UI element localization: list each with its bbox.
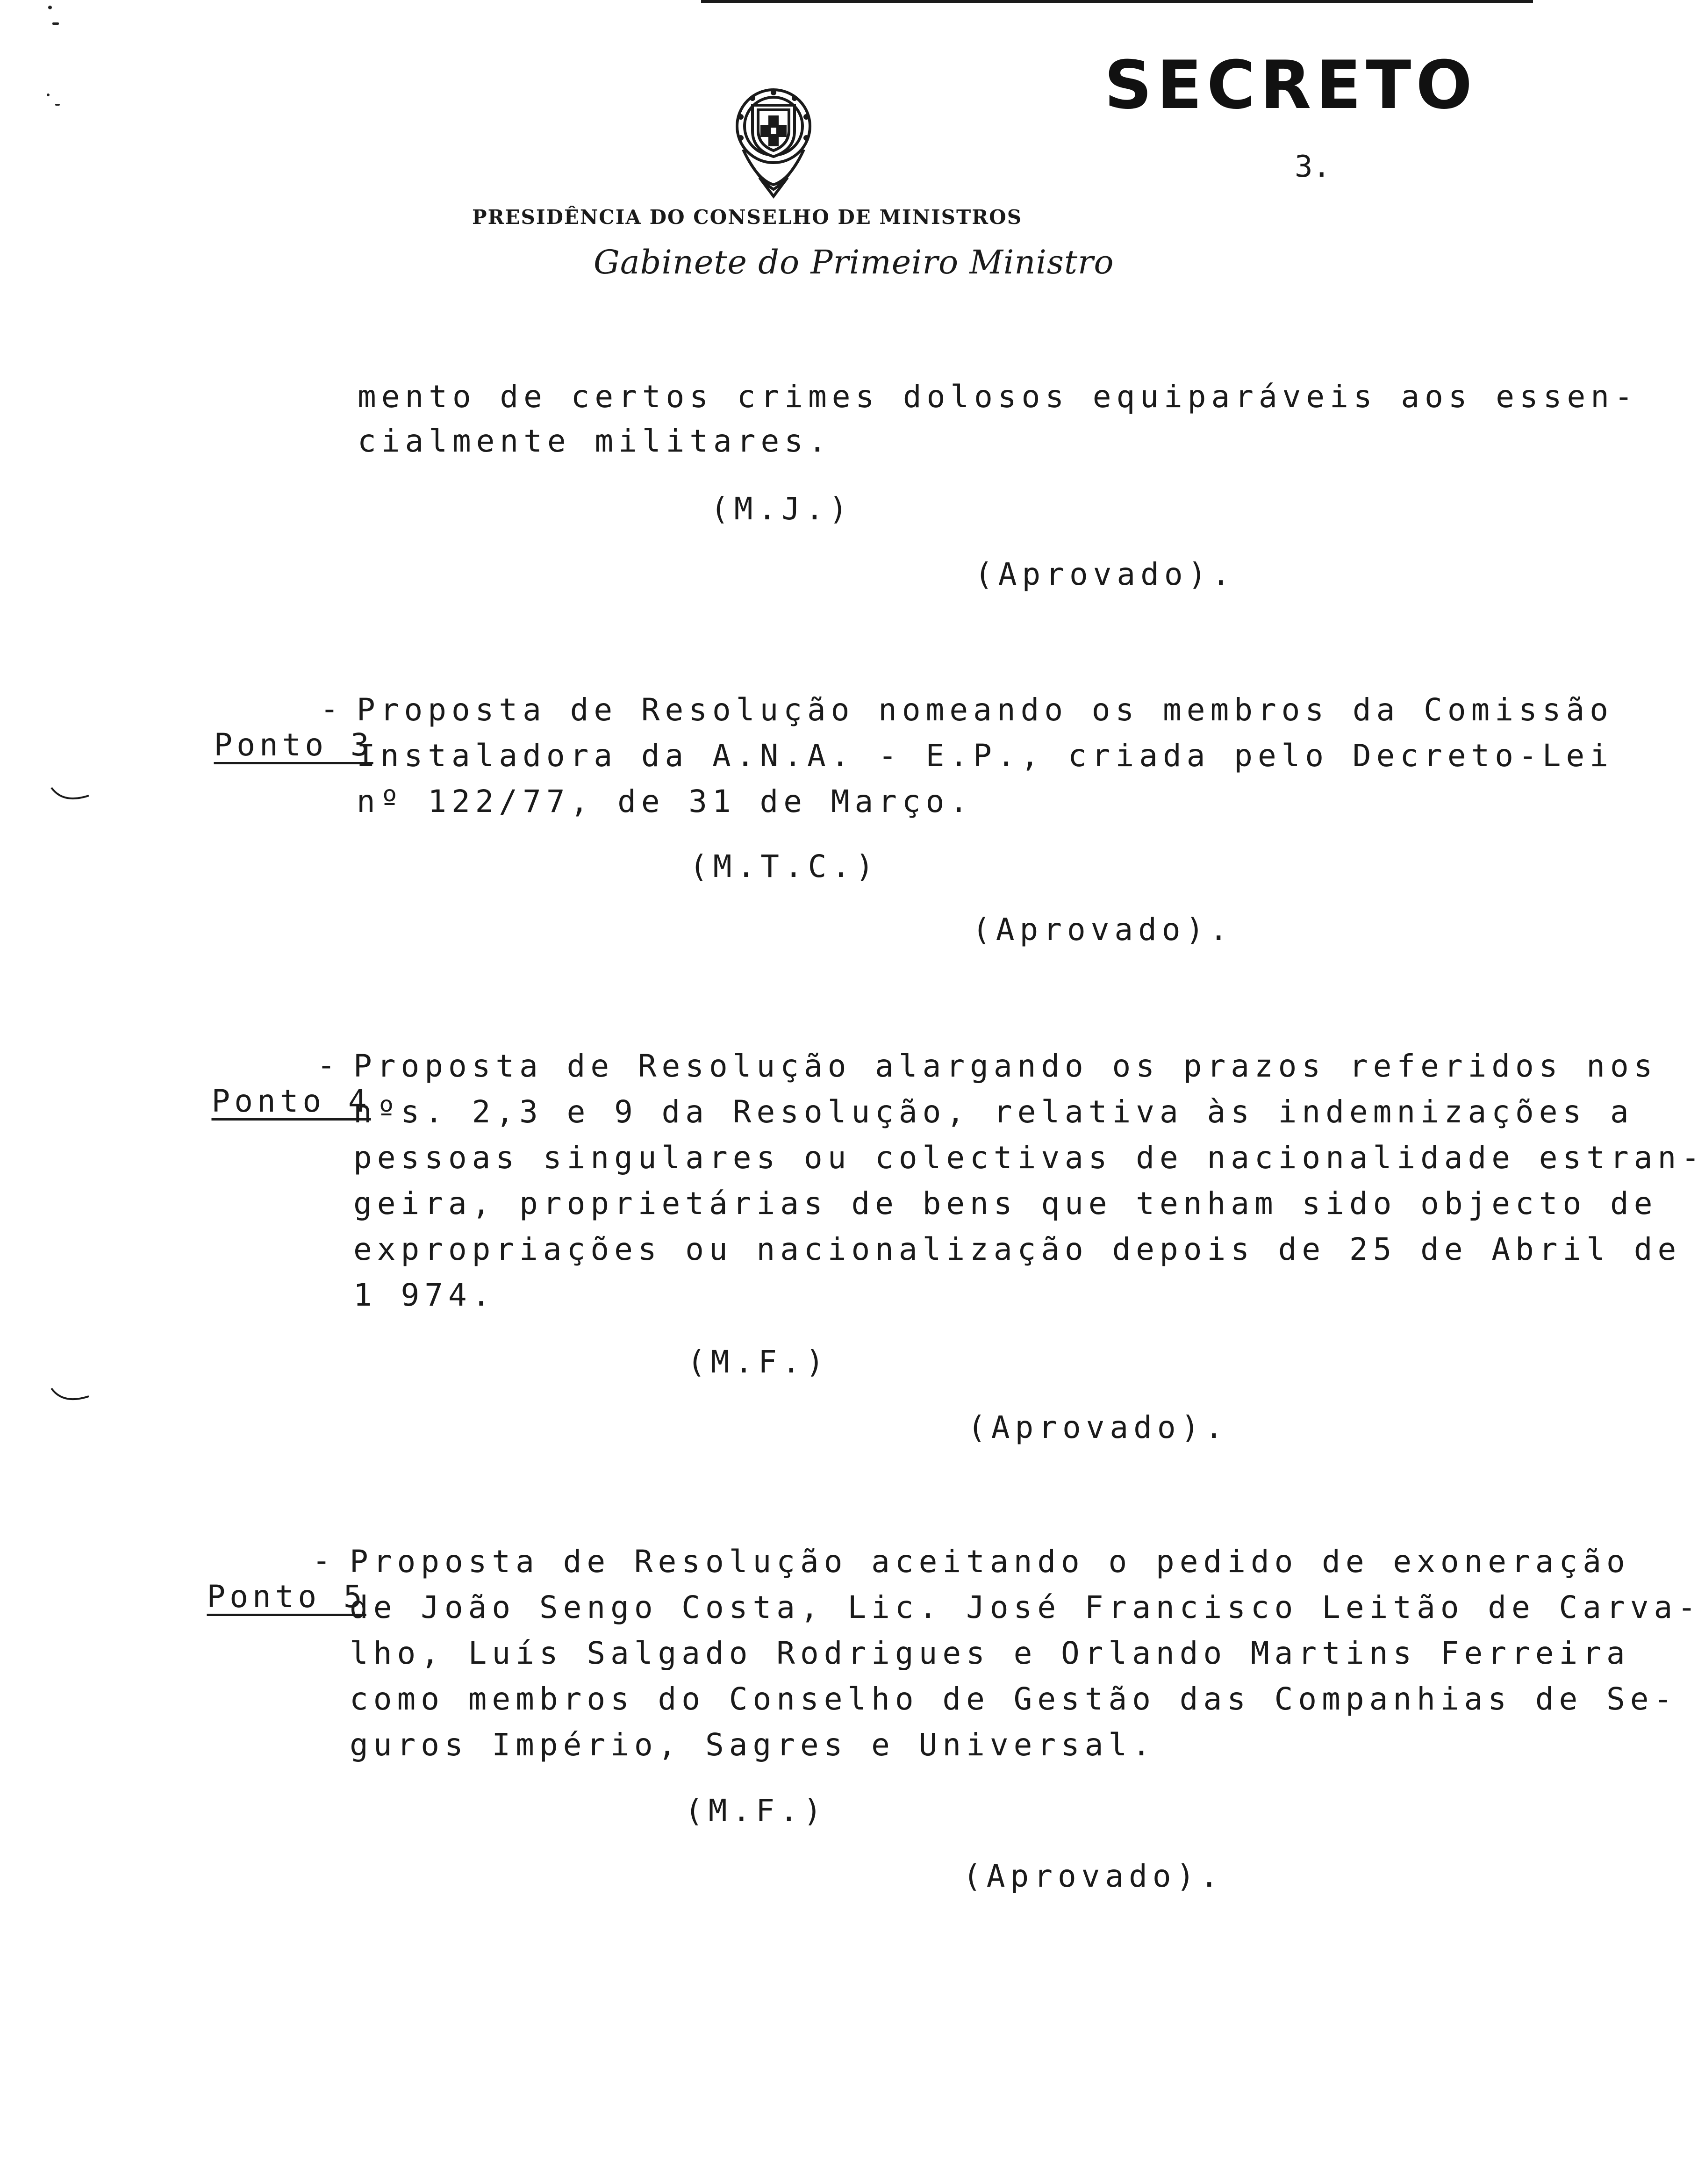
item-separator: - [317, 1047, 340, 1083]
institution-name: PRESIDÊNCIA DO CONSELHO DE MINISTROS [472, 206, 1023, 229]
item-text-line: lho, Luís Salgado Rodrigues e Orlando Martins Ferreira [350, 1635, 1630, 1671]
item-separator: - [320, 691, 343, 727]
item-text-line: Proposta de Resolução nomeando os membros da Comissão [357, 692, 1613, 728]
classification-stamp: SECRETO [1104, 47, 1477, 124]
item-separator: - [312, 1543, 335, 1579]
approval-status: (Aprovado). [967, 1409, 1229, 1445]
continuation-line: cialmente militares. [358, 423, 832, 459]
approval-status: (Aprovado). [963, 1858, 1224, 1894]
agenda-item-number: Ponto 3 [214, 727, 373, 763]
scan-speck [48, 6, 52, 9]
item-text-line: nº 122/77, de 31 de Março. [357, 783, 974, 819]
agenda-item-number: Ponto 4 [211, 1083, 371, 1119]
item-text-line: guros Império, Sagres e Universal. [350, 1727, 1156, 1763]
approval-status: (Aprovado). [974, 556, 1236, 592]
ministry-tag: (M.T.C.) [689, 848, 879, 884]
scan-speck [55, 104, 60, 106]
scan-speck [47, 93, 50, 96]
item-text-line: expropriações ou nacionalização depois de 25 de Abril de [353, 1231, 1682, 1267]
item-text-line: Instaladora da A.N.A. - E.P., criada pelo Decreto-Lei [357, 738, 1613, 774]
item-text-line: nºs. 2,3 e 9 da Resolução, relativa às indemnizações a [353, 1094, 1634, 1130]
ministry-tag: (M.J.) [710, 491, 853, 527]
agenda-item-label [166, 1047, 371, 1119]
approval-status: (Aprovado). [972, 912, 1233, 948]
scan-speck [52, 22, 59, 25]
item-text-line: pessoas singulares ou colectivas de nacionalidade estran- [353, 1140, 1705, 1176]
margin-curve-mark [49, 1386, 91, 1405]
item-text-line: de João Sengo Costa, Lic. José Francisco Leitão de Carva- [350, 1589, 1701, 1625]
ministry-tag: (M.F.) [685, 1793, 827, 1829]
item-text-line: Proposta de Resolução aceitando o pedido de exoneração [350, 1544, 1630, 1580]
ministry-tag: (M.F.) [687, 1344, 830, 1380]
office-subtitle: Gabinete do Primeiro Ministro [594, 243, 1114, 281]
continuation-line: mento de certos crimes dolosos equiparáveis aos essen- [358, 379, 1638, 415]
item-text-line: Proposta de Resolução alargando os prazos referidos nos [353, 1048, 1658, 1084]
top-border-line [701, 0, 1533, 3]
agenda-item-label [161, 1543, 366, 1615]
agenda-item-number: Ponto 5 [207, 1579, 366, 1615]
page-number: 3. [1295, 150, 1331, 184]
item-text-line: geira, proprietárias de bens que tenham sido objecto de [353, 1185, 1658, 1221]
item-text-line: como membros do Conselho de Gestão das Companhias de Se- [350, 1681, 1678, 1717]
item-text-line: 1 974. [353, 1277, 496, 1313]
margin-curve-mark [49, 785, 91, 804]
coat-of-arms-icon [715, 79, 832, 201]
